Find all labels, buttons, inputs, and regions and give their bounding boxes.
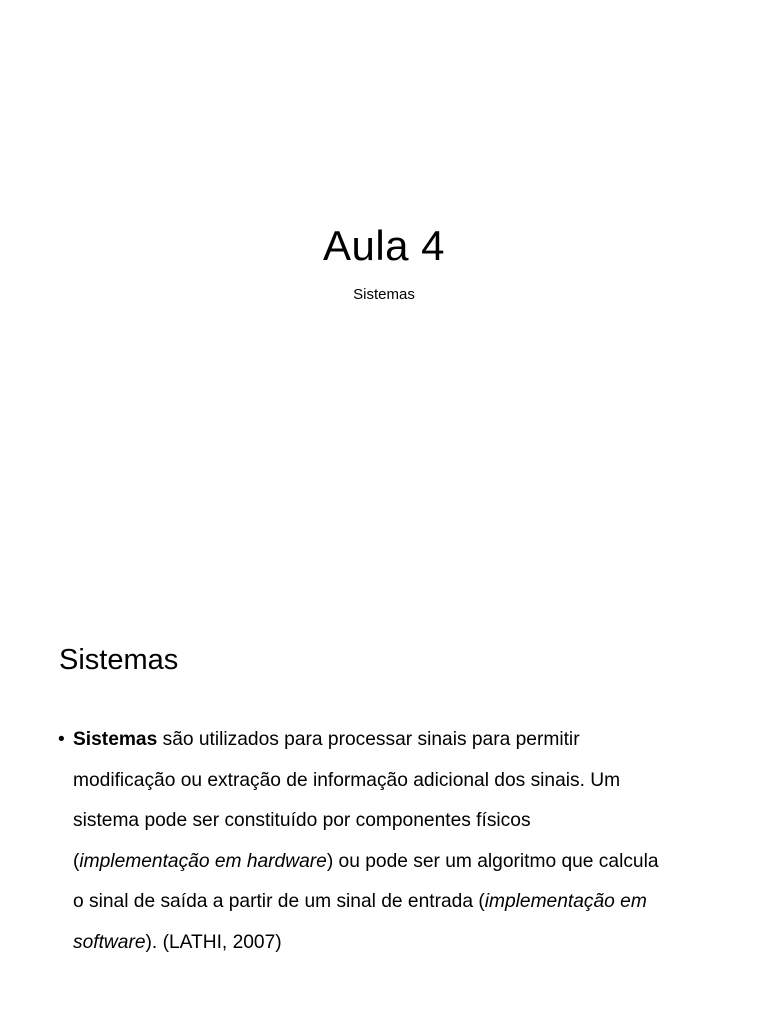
bullet-line-1 — [58, 720, 718, 761]
text-segment: o sinal de saída a partir de um sinal de entrada ( — [73, 891, 485, 913]
text-segment: ( — [73, 850, 80, 872]
text-segment: são utilizados para processar sinais para permitir — [157, 729, 580, 750]
bullet-line-4 — [58, 842, 718, 883]
slide-subtitle: Sistemas — [353, 286, 415, 303]
bullet-paragraph — [58, 720, 718, 964]
bullet-line-6 — [58, 923, 718, 964]
bullet-marker: • — [58, 729, 65, 750]
text-segment: sistema pode ser constituído por componentes físicos — [73, 810, 531, 832]
content-slide — [0, 578, 768, 1024]
italic-term: software — [73, 931, 146, 953]
bullet-line-5 — [58, 882, 718, 923]
bullet-line-2 — [58, 761, 718, 802]
bold-term: Sistemas — [73, 729, 158, 750]
slide-title: Aula 4 — [322, 222, 446, 269]
italic-term: implementação em — [484, 891, 647, 913]
italic-term: implementação em hardware — [79, 850, 327, 872]
bullet-line-3 — [58, 801, 718, 842]
text-segment: modificação ou extração de informação adicional dos sinais. Um — [73, 769, 621, 791]
text-segment: ) ou pode ser um algoritmo que calcula — [326, 850, 659, 872]
text-segment: ). (LATHI, 2007) — [145, 931, 282, 953]
section-title: Sistemas — [59, 644, 179, 676]
